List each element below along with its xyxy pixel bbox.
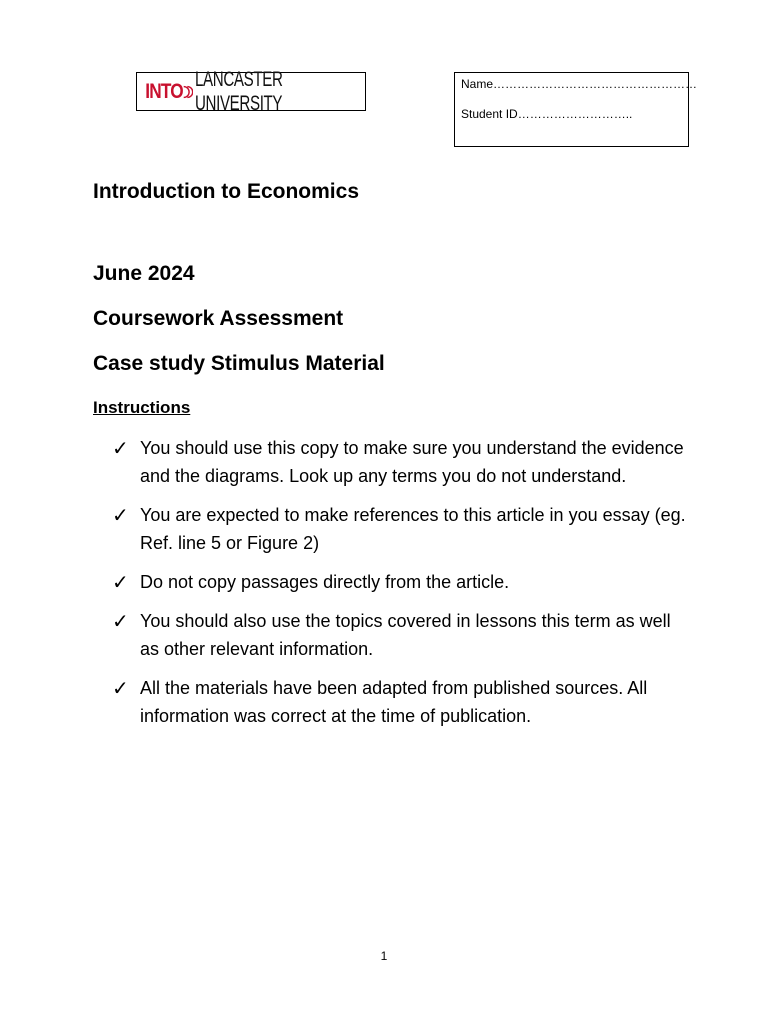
logo-into-text: INTO <box>145 79 183 103</box>
checkmark-icon: ✓ <box>112 436 129 460</box>
list-item <box>112 674 692 730</box>
instruction-text: You should use this copy to make sure you understand the evidence and the diagrams. Look up any terms you do not understand. <box>140 438 684 486</box>
list-item <box>112 501 692 557</box>
case-study-title: Case study Stimulus Material <box>93 352 385 375</box>
course-title: Introduction to Economics <box>93 180 359 203</box>
instruction-text: Do not copy passages directly from the article. <box>140 572 510 592</box>
university-logo <box>136 67 366 115</box>
instruction-text: All the materials have been adapted from published sources. All information was correct at the time of publication. <box>140 678 648 726</box>
assessment-date: June 2024 <box>93 262 195 285</box>
list-item <box>112 607 692 663</box>
list-item <box>112 434 692 490</box>
checkmark-icon: ✓ <box>112 609 129 633</box>
checkmark-icon: ✓ <box>112 676 129 700</box>
page-number: 1 <box>380 949 388 963</box>
name-field[interactable]: Name…………………………………………… <box>461 77 698 91</box>
instruction-text: You should also use the topics covered in lessons this term as well as other relevant information. <box>140 611 671 659</box>
student-details-box <box>454 72 698 147</box>
instruction-text: You are expected to make references to this article in you essay (eg. Ref. line 5 or Figure 2) <box>140 505 686 553</box>
instructions-list <box>112 434 692 741</box>
list-item <box>112 568 692 596</box>
checkmark-icon: ✓ <box>112 503 129 527</box>
student-id-field[interactable]: Student ID……………………….. <box>461 107 633 121</box>
checkmark-icon: ✓ <box>112 570 129 594</box>
instructions-heading: Instructions <box>93 398 191 417</box>
logo-university-text: LANCASTER UNIVERSITY <box>195 67 283 115</box>
assessment-type: Coursework Assessment <box>93 307 344 330</box>
